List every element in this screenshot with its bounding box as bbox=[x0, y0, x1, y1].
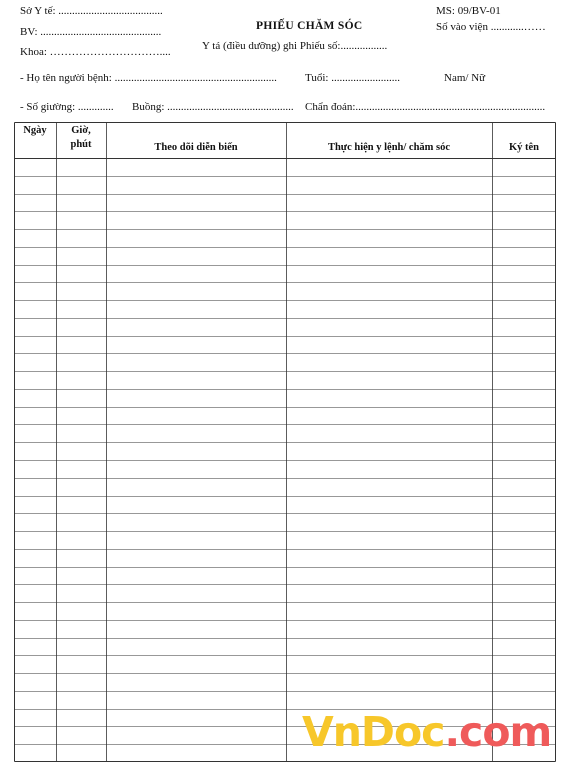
vndoc-watermark bbox=[302, 708, 551, 756]
form-code: MS: 09/BV-01 bbox=[436, 5, 501, 17]
column-header-thuc-hien-y-lenh: Thực hiện y lệnh/ chăm sóc bbox=[327, 142, 451, 153]
column-header-theo-doi-dien-bien: Theo dõi diễn biến bbox=[154, 142, 238, 153]
watermark-part-1: VnDoc bbox=[302, 708, 445, 756]
column-header-gio-phut: Giờ, phút bbox=[70, 125, 92, 150]
khoa-field: Khoa: ………………………….... bbox=[20, 46, 171, 58]
so-giuong-field: - Số giường: ............. bbox=[20, 101, 114, 113]
watermark-part-2: .com bbox=[444, 708, 552, 756]
chan-doan-field: Chẩn đoán:..................................................................... bbox=[305, 101, 546, 113]
column-header-ngay: Ngày bbox=[23, 125, 47, 136]
column-header-ky-ten: Ký tên bbox=[508, 142, 540, 153]
y-ta-ghi-phieu-field: Y tá (điều dưỡng) ghi Phiếu số:................. bbox=[202, 40, 388, 52]
care-table bbox=[14, 122, 556, 762]
form-title: PHIẾU CHĂM SÓC bbox=[256, 20, 363, 32]
so-y-te-field: Sở Y tế: ...................................... bbox=[20, 5, 163, 17]
gioi-tinh-field: Nam/ Nữ bbox=[444, 72, 486, 84]
buong-field: Buồng: .............................................. bbox=[132, 101, 294, 113]
ho-ten-field: - Họ tên người bệnh: ........................................................... bbox=[20, 72, 277, 84]
tuoi-field: Tuổi: ......................... bbox=[305, 72, 400, 84]
bv-field: BV: ............................................ bbox=[20, 26, 162, 38]
so-vao-vien-field: Số vào viện ............…… bbox=[436, 21, 546, 33]
care-table-grid bbox=[14, 122, 556, 762]
